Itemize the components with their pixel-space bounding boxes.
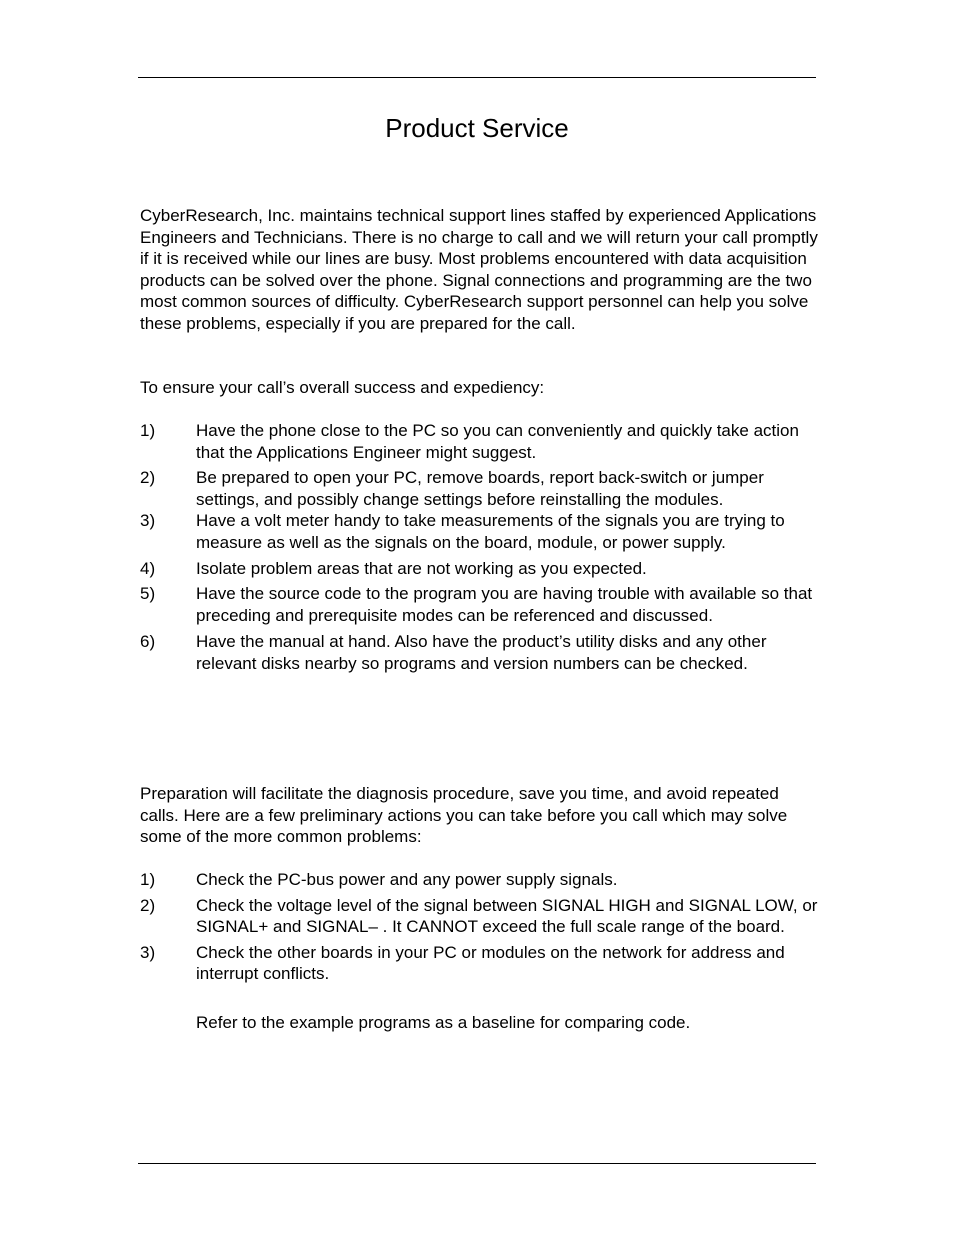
list-item [140,869,820,891]
list-item [140,583,820,626]
list-item [140,420,820,463]
ensure-paragraph: To ensure your call’s overall success and expediency: [140,378,545,397]
list-item [140,631,820,674]
footer-rule [138,1163,816,1164]
list-item-text: Isolate problem areas that are not working as you expected. [196,558,647,578]
list-item-text: Check the PC-bus power and any power supply signals. [196,870,618,889]
list-item-number: 5) [140,584,156,604]
checklist-preliminary-actions [140,869,820,985]
list-item [140,510,820,553]
list-item-text: Be prepared to open your PC, remove boards, report back-switch or jumper settings, and possibly change settings before reinstalling the modules. [196,468,764,509]
list-item-number: 4) [140,558,156,578]
list-item-text: Have a volt meter handy to take measurements of the signals you are trying to measure as well as the signals on the board, module, or power supply. [196,511,785,552]
checklist-before-call [140,420,820,675]
list-item-text: Have the source code to the program you are having trouble with available so that preceding and prerequisite modes can be referenced and discussed. [196,584,813,625]
page-title: Product Service [385,113,569,143]
list-item-text: Have the manual at hand. Also have the product’s utility disks and any other relevant disks nearby so programs and version numbers can be checked. [196,632,767,673]
list-item-number: 2) [140,895,156,915]
header-rule [138,77,816,78]
list-item-number: 2) [140,468,156,488]
list-item-text: Have the phone close to the PC so you can conveniently and quickly take action that the Applications Engineer might suggest. [196,421,799,462]
list-item-text: Check the voltage level of the signal between SIGNAL HIGH and SIGNAL LOW, or SIGNAL+ and SIGNAL– . It CANNOT exceed the full scale range of the board. [196,895,818,937]
list-item [140,467,820,510]
intro-paragraph: CyberResearch, Inc. maintains technical support lines staffed by experienced Applications Engineers and Technicians. There is no charge to call and we will return your call promptly if it is received while our lines are busy. Most problems encountered with data acquisition products can be solved over the phone. Signal connections and programming are the two most common sources of difficulty. CyberResearch support personnel can help you solve these problems, especially if you are prepared for the call. [140,206,818,333]
list-item-number: 1) [140,421,156,440]
list-item-number: 3) [140,511,156,531]
list-item [140,558,820,580]
preparation-paragraph: Preparation will facilitate the diagnosis procedure, save you time, and avoid repeated calls. Here are a few preliminary actions you can take before you call which may solve some of the more common problems: [140,784,788,847]
list-item [140,942,820,985]
list-item-text: Check the other boards in your PC or modules on the network for address and interrupt conflicts. [196,942,785,984]
list-item-number: 3) [140,942,156,962]
list-item-number: 1) [140,870,156,889]
list-item-number: 6) [140,632,156,652]
closing-note: Refer to the example programs as a baseline for comparing code. [196,1013,691,1032]
list-item [140,895,820,938]
